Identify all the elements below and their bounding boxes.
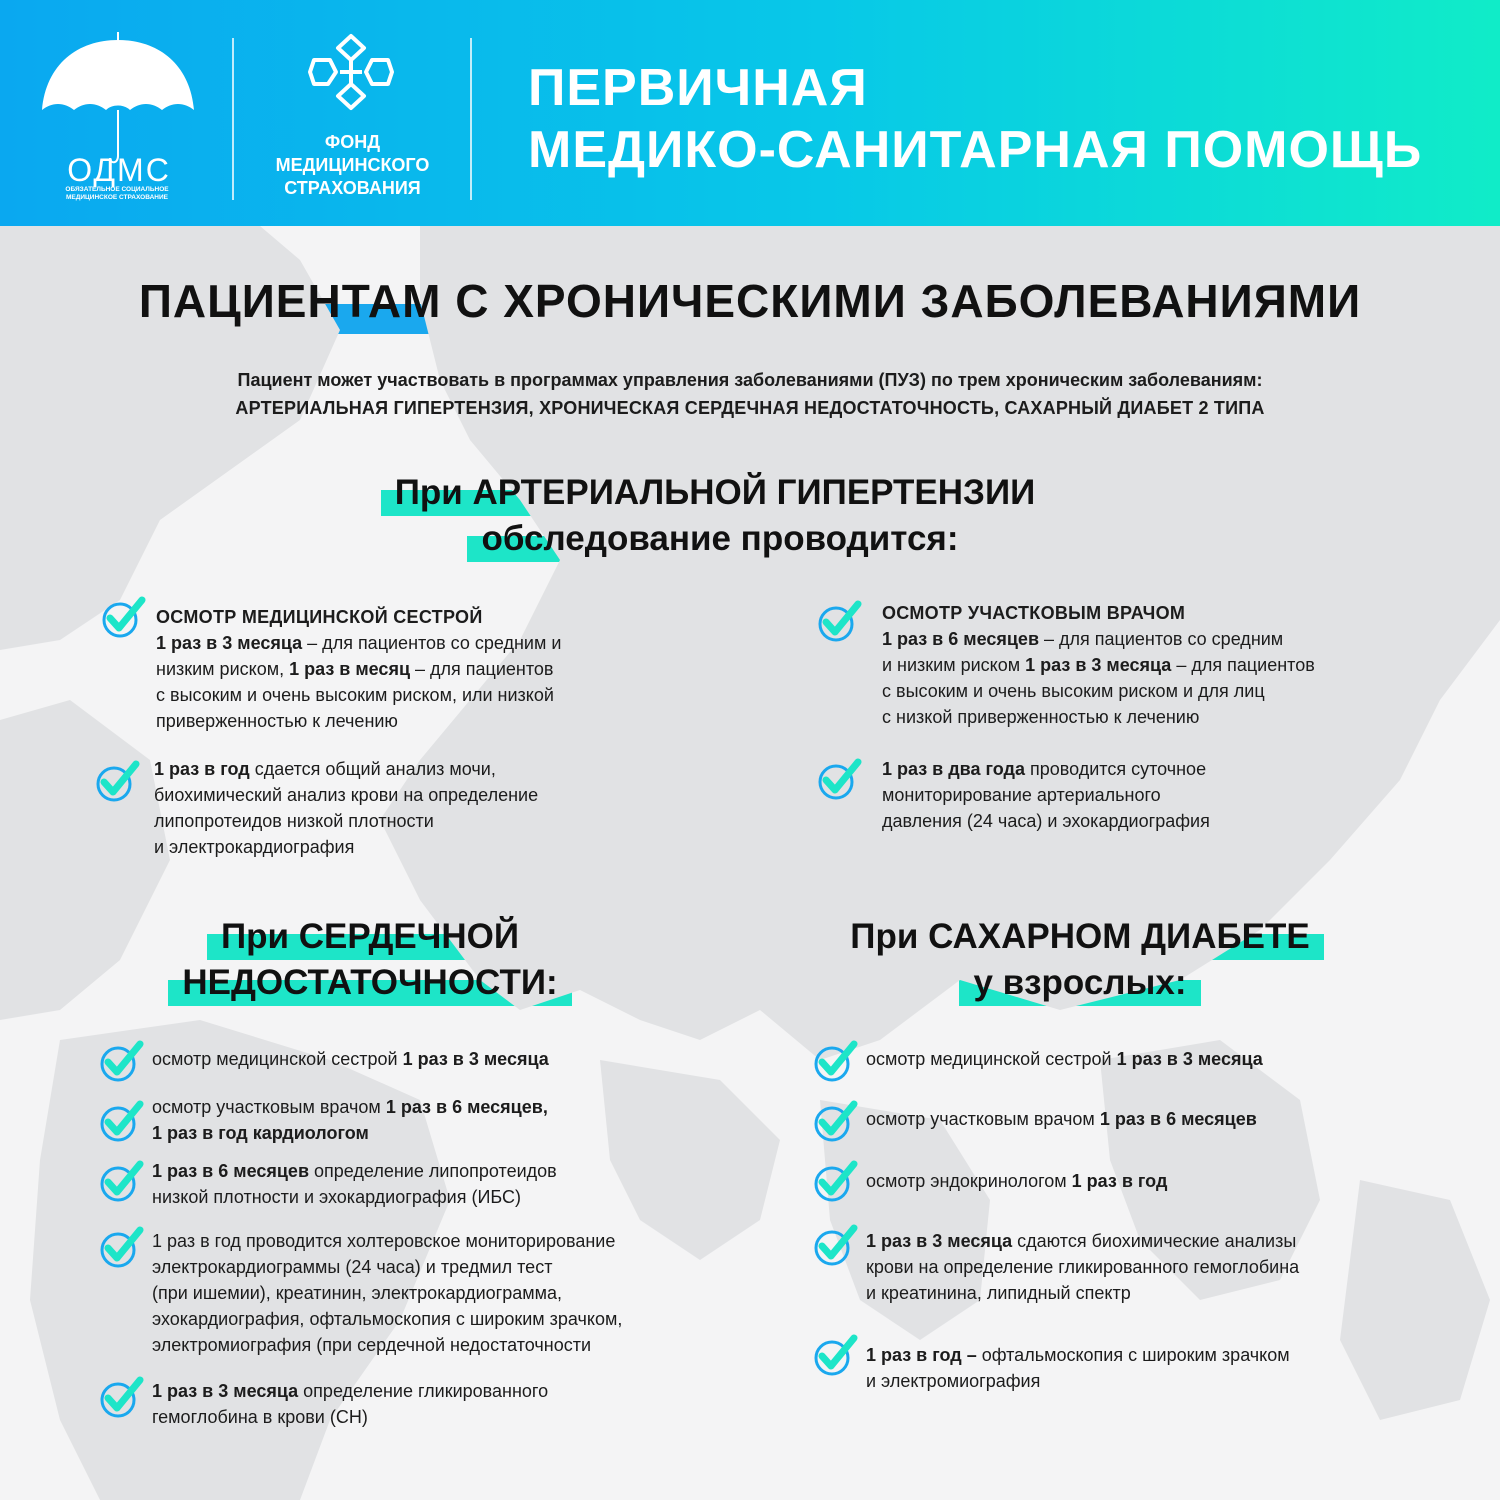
hypertension-heading: При АРТЕРИАЛЬНОЙ ГИПЕРТЕНЗИИ обследование проводится: [0, 468, 1430, 564]
checkmark-icon [812, 1334, 858, 1378]
list-item: 1 раз в год – офтальмоскопия с широким зрачком и электромиография [866, 1345, 1290, 1391]
odms-subtitle: ОБЯЗАТЕЛЬНОЕ СОЦИАЛЬНОЕ МЕДИЦИНСКОЕ СТРАХОВАНИЕ [65, 186, 169, 201]
fund-name: ФОНД МЕДИЦИНСКОГО СТРАХОВАНИЯ [275, 132, 430, 198]
list-item: 1 раз в 3 месяца сдаются биохимические анализы крови на определение гликированного гемоглобина и креатинина, липидный спектр [866, 1231, 1300, 1303]
list-item: 1 раз в год проводится холтеровское мониторирование электрокардиограммы (24 часа) и тредмил тест (при ишемии), креатинин, электрокардиограмма, эхокардиография, офтальмоскопия с широким зрачком, электромиография (при сердечной недостаточности [152, 1231, 623, 1355]
checkmark-icon [98, 1100, 144, 1144]
intro-line2: АРТЕРИАЛЬНАЯ ГИПЕРТЕНЗИЯ, ХРОНИЧЕСКАЯ СЕРДЕЧНАЯ НЕДОСТАТОЧНОСТЬ, САХАРНЫЙ ДИАБЕТ 2 ТИПА [235, 398, 1265, 418]
checkmark-icon [98, 1226, 144, 1270]
checkmark-icon [94, 760, 140, 804]
main-title: ПАЦИЕНТАМ С ХРОНИЧЕСКИМИ ЗАБОЛЕВАНИЯМИ [123, 274, 1377, 328]
header-divider [232, 38, 234, 200]
checkmark-icon [98, 1040, 144, 1084]
odms-logo-text: ОДМС [67, 152, 171, 188]
checkmark-icon [98, 1376, 144, 1420]
main-title-wrap [0, 274, 1500, 328]
checkmark-icon [816, 758, 862, 802]
list-item: осмотр медицинской сестрой 1 раз в 3 месяца [152, 1049, 549, 1069]
header-divider [470, 38, 472, 200]
checkmark-icon [812, 1100, 858, 1144]
list-item: осмотр медицинской сестрой 1 раз в 3 месяца [866, 1049, 1263, 1069]
list-item: 1 раз в год сдается общий анализ мочи, биохимический анализ крови на определение липопротеидов низкой плотности и электрокардиография [154, 759, 539, 857]
list-item: ОСМОТР МЕДИЦИНСКОЙ СЕСТРОЙ 1 раз в 3 месяца – для пациентов со средним и низким риском, 1 раз в месяц – для пациентов с высоким и очень высоким риском, или низкой приверженностью к лечению [156, 607, 562, 731]
checkmark-icon [812, 1160, 858, 1204]
header-banner [0, 0, 1500, 226]
list-item: 1 раз в 6 месяцев определение липопротеидов низкой плотности и эхокардиография (ИБС) [152, 1161, 557, 1207]
intro-line1: Пациент может участвовать в программах управления заболеваниями (ПУЗ) по трем хроническим заболеваниям: [237, 370, 1263, 390]
fund-snowflake-logo-icon [306, 30, 396, 114]
diabetes-heading: При САХАРНОМ ДИАБЕТЕ у взрослых: [830, 912, 1330, 1008]
list-item: осмотр участковым врачом 1 раз в 6 месяцев, 1 раз в год кардиологом [152, 1097, 548, 1143]
list-item: осмотр участковым врачом 1 раз в 6 месяцев [866, 1109, 1257, 1129]
checkmark-icon [812, 1224, 858, 1268]
list-item: осмотр эндокринологом 1 раз в год [866, 1171, 1168, 1191]
list-item: 1 раз в 3 месяца определение гликированного гемоглобина в крови (СН) [152, 1381, 549, 1427]
checkmark-icon [98, 1160, 144, 1204]
list-item: ОСМОТР УЧАСТКОВЫМ ВРАЧОМ 1 раз в 6 месяцев – для пациентов со средним и низким риском 1 раз в 3 месяца – для пациентов с высоким и очень высоким риском и для лиц с низкой приверженностью к лечению [882, 603, 1315, 727]
heart-failure-heading: При СЕРДЕЧНОЙ НЕДОСТАТОЧНОСТИ: [150, 912, 590, 1008]
intro-text [0, 366, 1500, 422]
checkmark-icon [812, 1040, 858, 1084]
header-title: ПЕРВИЧНАЯ МЕДИКО-САНИТАРНАЯ ПОМОЩЬ [528, 59, 1423, 179]
checkmark-icon [816, 600, 862, 644]
list-item: 1 раз в два года проводится суточное мониторирование артериального давления (24 часа) и эхокардиография [882, 759, 1210, 831]
checkmark-icon [100, 596, 146, 640]
